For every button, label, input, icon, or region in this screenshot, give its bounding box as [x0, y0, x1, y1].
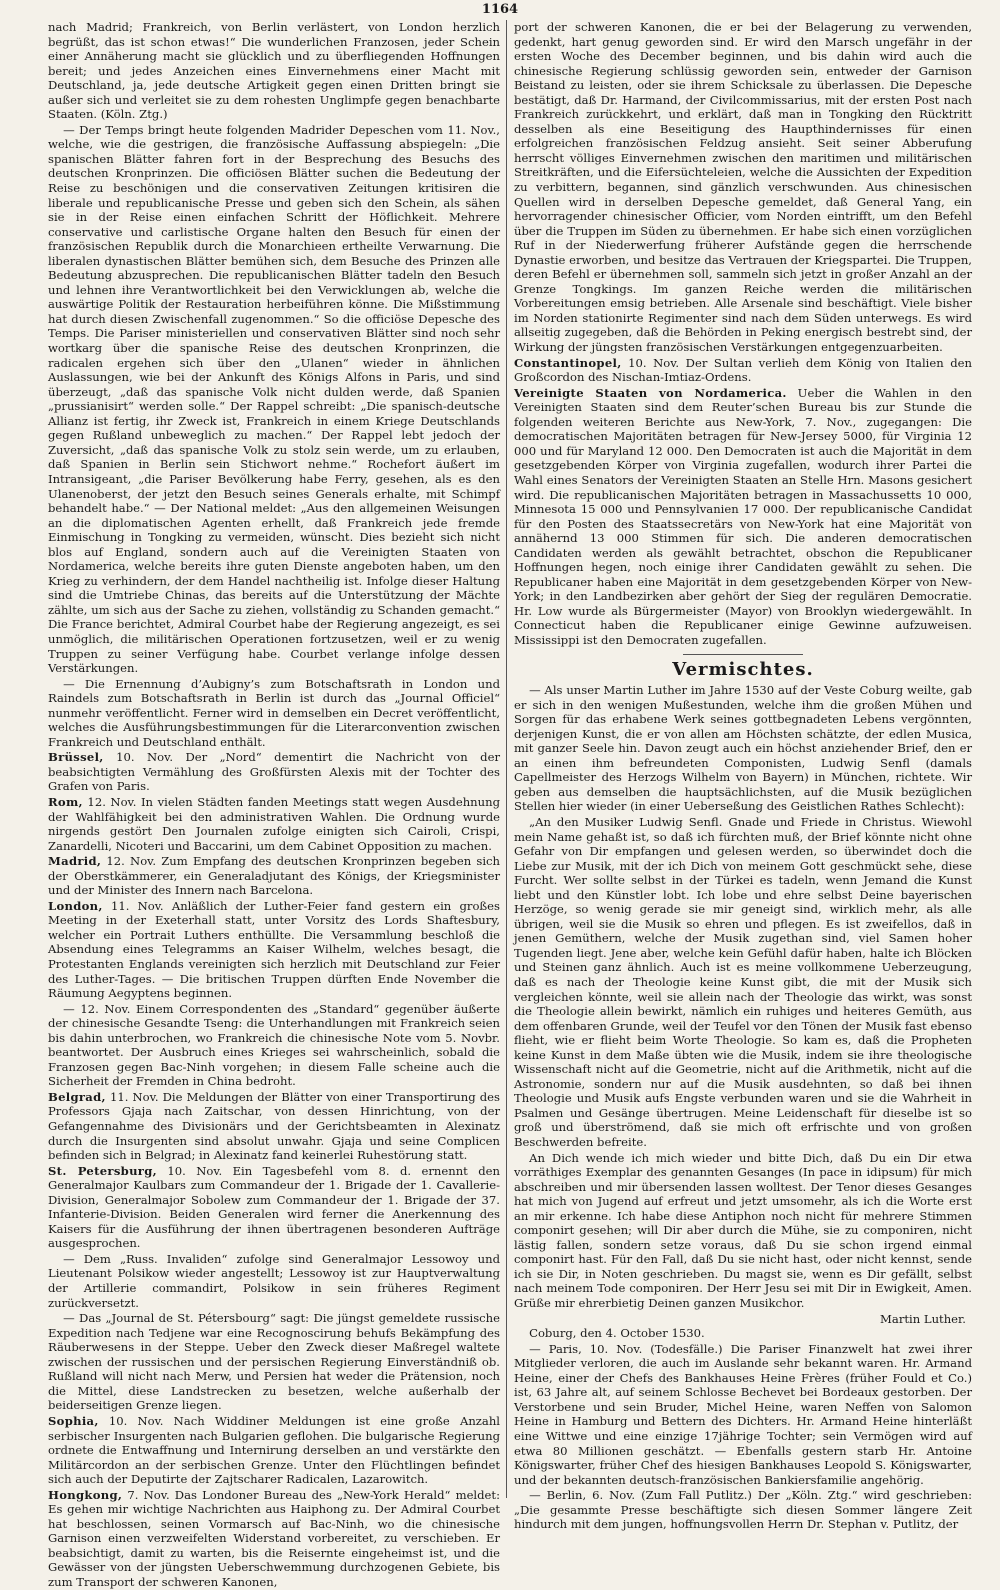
dateline-place: Vereinigte Staaten von Nordamerica. [514, 385, 787, 400]
dateline-place: St. Petersburg, [48, 1163, 157, 1178]
dateline-place: Brüssel, [48, 750, 104, 765]
dateline-place: London, [48, 898, 103, 913]
letter-date: Coburg, den 4. October 1530. [529, 1326, 705, 1341]
news-text: 10. Nov. Ein Tagesbefehl vom 8. d. ernennt den Generalmajor Kaulbars zum Commandeur der 1. Brigade der 1. Cavallerie-Division, Generalmajor Sobolew zum Commandeur der 1. Brigade der 37. Infanterie-Division. Beiden Generalen wird ferner die Anerkennung des Kaisers für die Ausführung der ihnen übertragenen besonderen Aufträge ausgesprochen. [48, 1163, 500, 1251]
news-text: 10. Nov. Nach Widdiner Meldungen ist eine große Anzahl serbischer Insurgenten nach Bulgarien geflohen. Die bulgarische Regierung ordnete die Entwaffnung und Internirung derselben an und verstärkte den Militärcordon an der serbischen Grenze. Unter den Flüchtlingen befindet sich auch der Deputirte der Zajtscharer Radicalen, Lazarowitch. [48, 1413, 500, 1487]
news-item-bruessel [48, 750, 500, 794]
dateline-place: Rom, [48, 794, 83, 809]
news-item-belgrad [48, 1090, 500, 1163]
letter-paragraph: An Dich wende ich mich wieder und bitte Dich, daß Du ein Dir etwa vorräthiges Exemplar des genannten Gesanges (In pace in idipsum) für mich abschreiben und mir übersenden lassen wolltest. Der Tenor dieses Gesanges hat mich von Jugend auf erfreut und jetzt umsomehr, als ich die Worte erst an mir erkenne. Ich habe diese Antiphon noch nicht für mehrere Stimmen componirt gesehen; will Dir aber durch die Mühe, sie zu componiren, nicht lästig fallen, sondern setze voraus, daß Du sie schon irgend einmal componirt hast. Für den Fall, daß Du sie nicht hast, oder nicht kennst, sende ich sie Dir, in Noten geschrieben. Du magst sie, wenn es Dir gefällt, selbst nach meinem Tode componiren. Der Herr Jesu sei mit Dir in Ewigkeit, Amen. Grüße mir ehrerbietig Deinen ganzen Musikchor. [514, 1150, 972, 1311]
letter-paragraph: „An den Musiker Ludwig Senfl. Gnade und Friede in Christus. Wiewohl mein Name gehaßt ist, so daß ich fürchten muß, der Brief könnte nicht ohne Gefahr von Dir empfangen und gelesen werden, so überwindet doch die Liebe zur Musik, mit der ich Dich von meinem Gott geschmückt sehe, diese Furcht. Wer sollte selbst in der Türkei es tadeln, wenn Jemand die Kunst liebt und den Künstler lobt. Ich lobe und ehre selbst Deine bayerischen Herzöge, so wenig gerade sie mir geneigt sind, wirklich mehr, als alle übrigen, weil sie die Musik so ehren und pflegen. Es ist zweifellos, daß in jenen Gemüthern, welche der Musik zugethan sind, viel Samen hoher Tugenden liegt. Jene aber, welche kein Gefühl dafür haben, halte ich Blöcken und Steinen ganz ähnlich. Auch ist es meine vollkommene Ueberzeugung, daß es nach der Theologie keine Kunst gibt, die mit der Musik sich vergleichen könnte, weil sie allein nach der Theologie das wirkt, was sonst die Theologie allein bewirkt, nämlich ein ruhiges und heiteres Gemüth, aus dem offenbaren Grunde, weil der Teufel vor den Tönen der Musik fast ebenso flieht, wie er flieht beim Worte Theologie. So kam es, daß die Propheten keine Kunst in dem Maße übten wie die Musik, indem sie ihre theologische Wissenschaft nicht auf die Geometrie, nicht auf die Arithmetik, nicht auf die Astronomie, sondern nur auf die Musik ausdehnten, so daß bei ihnen Theologie und Musik aufs Engste verbunden waren und sie die Wahrheit in Psalmen und Gesänge übertrugen. Meine Leidenschaft für dieselbe ist so groß und überströmend, daß sie mich oft erfrischte und von großen Beschwerden befreite. [514, 814, 972, 1150]
left-column [48, 20, 500, 1589]
article-paragraph: — Die Ernennung d’Aubigny’s zum Botschaftsrath in London und Raindels zum Botschaftsrath in Berlin ist durch das „Journal Officiel“ nunmehr veröffentlicht. Ferner wird in demselben ein Decret veröffentlicht, welches die Ausführungsbestimmungen für die Literarconvention zwischen Frankreich und Deutschland enthält. [48, 676, 500, 749]
page-number: 1164 [481, 2, 519, 17]
news-item-usa [514, 386, 972, 648]
news-item-rom [48, 795, 500, 853]
news-text: 12. Nov. Zum Empfang des deutschen Kronprinzen begeben sich der Oberstkämmerer, ein Generaladjutant des Königs, der Kriegsminister und der Minister des Innern nach Barcelona. [48, 854, 500, 898]
article-paragraph: — Paris, 10. Nov. (Todesfälle.) Die Pariser Finanzwelt hat zwei ihrer Mitglieder verloren, die auch im Auslande sehr bekannt waren. Hr. Armand Heine, einer der Chefs des Bankhauses Heine Frères (früher Fould et Co.) ist, 63 Jahre alt, auf seinem Schlosse Bechevet bei Bordeaux gestorben. Der Verstorbene und sein Bruder, Michel Heine, waren Neffen von Salomon Heine in Hamburg und Bettern des Dichters. Hr. Armand Heine hinterläßt eine Wittwe und eine einzige 17jährige Tochter; sein Vermögen wird auf etwa 80 Millionen geschätzt. — Ebenfalls gestern starb Hr. Antoine Königswarter, früher Chef des hiesigen Bankhauses Leopold S. Königswarter, und der bekannten deutsch-französischen Bankiersfamilie angehörig. [514, 1341, 972, 1487]
news-text: 11. Nov. Die Meldungen der Blätter von einer Transportirung des Professors Gjaja nach Zaitschar, von dessen Hinrichtung, von der Gefangennahme des Divisionärs und der Gerichtsbeamten in Alexinatz durch die Insurgenten sind absolut unwahr. Gjaja und seine Complicen befinden sich in Belgrad; in Alexinatz fand keinerlei Ruhestörung statt. [48, 1089, 500, 1163]
news-item-london [48, 899, 500, 1001]
right-column [514, 20, 973, 1532]
news-item-madrid [48, 854, 500, 898]
news-text: 11. Nov. Anläßlich der Luther-Feier fand gestern ein großes Meeting in der Exeterhall statt, unter Vorsitz des Lords Shaftesbury, welcher ein Portrait Luthers enthüllte. Die Versammlung beschloß die Absendung eines Telegramms an Kaiser Wilhelm, welches besagt, die Protestanten Englands vereinigten sich herzlich mit Deutschland zur Feier des Luther-Tages. — Die britischen Truppen dürften Ende November die Räumung Aegyptens beginnen. [48, 898, 500, 1001]
news-text: Ueber die Wahlen in den Vereinigten Staaten sind dem Reuter’schen Bureau bis zur Stunde die folgenden weiteren Berichte aus New-York, 7. Nov., zugegangen: Die democratischen Majoritäten betragen für New-Jersey 5000, für Virginia 12 000 und für Maryland 12 000. Den Democraten ist auch die Majorität in dem gesetzgebenden Körper von Virginia zugefallen, wodurch ihrer Partei die Wahl eines Senators der Vereinigten Staaten an Stelle Hrn. Masons gesichert wird. Die republicanischen Majoritäten betragen in Massachussetts 10 000, Minnesota 15 000 und Pennsylvanien 17 000. Der republicanische Candidat für den Posten des Staatssecretärs von New-York hat eine Majorität von annähernd 13 000 Stimmen für sich. Die anderen democratischen Candidaten werden als gewählt betrachtet, obschon die Republicaner Hoffnungen hegen, noch einige ihrer Candidaten gewählt zu sehen. Die Republicaner haben eine Majorität in dem gesetzgebenden Körper von New-York; in den Landbezirken aber gehört der Sieg der regulären Democratie. Hr. Low wurde als Bürgermeister (Mayor) von Brooklyn wiedergewählt. In Connecticut haben die Republicaner einige Gewinne aufzuweisen. Mississippi ist den Democraten zugefallen. [514, 385, 973, 647]
news-text: 10. Nov. Der Sultan verlieh dem König von Italien den Großcordon des Nischan-Imtiaz-Ordens. [514, 355, 972, 385]
news-item-konstantinopel [514, 356, 972, 385]
dateline-place: Constantinopel, [514, 355, 622, 370]
news-text: 7. Nov. Das Londoner Bureau des „New-York Herald“ meldet: Es gehen mir wichtige Nachrichten aus Haiphong zu. Der Admiral Courbet hat beschlossen, seinen Vormarsch auf Bac-Ninh, wo die chinesische Garnison einen verzweifelten Widerstand vorbereitet, zu verschieben. Er beabsichtigt, damit zu warten, bis die Reisernte eingeheimst ist, und die Gewässer von der jüngsten Ueberschwemmung durchzogenen Gebiete, bis zum Transport der schweren Kanonen, [48, 1487, 500, 1589]
news-text: 12. Nov. In vielen Städten fanden Meetings statt wegen Ausdehnung der Wahlfähigkeit bei den administrativen Wahlen. Die Ordnung wurde nirgends gestört Den Journalen zufolge einigten sich Cairoli, Crispi, Zanardelli, Nicoteri und Baccarini, um dem Cabinet Opposition zu machen. [48, 794, 500, 853]
article-paragraph: nach Madrid; Frankreich, von Berlin verlästert, von London herzlich begrüßt, das ist schon etwas!“ Die wunderlichen Franzosen, jeder Schein einer Annäherung macht sie glücklich und zu überfliegenden Hoffnungen bereit; und jedes Anzeichen eines Einvernehmens einer Macht mit Deutschland, ja, jede deutsche Artigkeit gegen einen Dritten bringt sie außer sich und verleitet sie zu dem rohesten Unglimpfe gegen benachbarte Staaten. (Köln. Ztg.) [48, 20, 500, 122]
article-paragraph: — 12. Nov. Einem Correspondenten des „Standard“ gegenüber äußerte der chinesische Gesandte Tseng: die Unterhandlungen mit Frankreich seien bis dahin unterbrochen, wo Frankreich die chinesische Note vom 5. Novbr. beantwortet. Der Ausbruch eines Krieges sei wahrscheinlich, sobald die Franzosen gegen Bac-Ninh vorgehen; in diesem Falle scheine auch die Sicherheit der Fremden in China bedroht. [48, 1001, 500, 1089]
news-item-sophia [48, 1414, 500, 1487]
news-text: 10. Nov. Der „Nord“ dementirt die Nachricht von der beabsichtigten Vermählung des Großfürsten Alexis mit der Tochter des Grafen von Paris. [48, 750, 500, 794]
dateline-place: Hongkong, [48, 1487, 123, 1502]
article-paragraph: — Der Temps bringt heute folgenden Madrider Depeschen vom 11. Nov., welche, wie die gestrigen, die französische Auffassung abspiegeln: „Die spanischen Blätter fahren fort in der Besprechung des Besuchs des deutschen Kronprinzen. Die officiösen Blätter suchen die Bedeutung der Reise zu beschönigen und die conservativen Zeitungen kritisiren die liberale und republicanische Presse und geben sich den Schein, als sähen sie in der Reise einen einfachen Schritt der Höflichkeit. Mehrere conservative und carlistische Organe halten den Besuch für einen der französischen Republik durch die Monarchieen ertheilte Verwarnung. Die liberalen dynastischen Blätter bemühen sich, dem Besuche des Prinzen alle Bedeutung abzusprechen. Die republicanischen Blätter tadeln den Besuch und lehnen ihre Verantwortlichkeit bei den Verwicklungen ab, welche die auswärtige Politik der Restauration herbeiführen könne. Die Mißstimmung hat durch diesen Zwischenfall zugenommen.“ So die officiöse Depesche des Temps. Die Pariser ministeriellen und conservativen Blätter sind noch sehr wortkarg über die spanische Reise des deutschen Kronprinzen, die radicalen ergehen sich über den „Ulanen“ wieder in ähnlichen Auslassungen, wie bei der Ankunft des Königs Alfons in Paris, und sind überzeugt, „daß das spanische Volk nicht dulden werde, daß Spanien „prussianisirt“ werden solle.“ Der Rappel schreibt: „Die spanisch-deutsche Allianz ist fertig, ihr Zweck ist, Frankreich in einem Kriege Deutschlands gegen Rußland unbeweglich zu machen.“ Der Rappel lebt jedoch der Zuversicht, „daß das spanische Volk zu stolz sein werde, um zu erlauben, daß Spanien in Berlin sein Stichwort nehme.“ Rochefort äußert im Intransigeant, „die Pariser Bevölkerung habe Ferry, gesehen, als es den Ulanenoberst, der jetzt den Besuch seines Generals erhalte, mit Schimpf behandelt habe.“ — Der National meldet: „Aus den allgemeinen Weisungen an die diplomatischen Agenten erhellt, daß Frankreich jede fremde Einmischung in Tongking zu vermeiden, wünscht. Dies bezieht sich nicht blos auf England, sondern auch auf die Vereinigten Staaten von Nordamerica, welche bereits ihre guten Dienste angeboten haben, um den Krieg zu verhindern, der dem Handel nachtheilig ist. Infolge dieser Haltung sind die Umtriebe Chinas, das bereits auf die Unterstützung der Mächte zählte, um sich aus der Sache zu ziehen, vollständig zu Schanden gemacht.“ Die France berichtet, Admiral Courbet habe der Regierung angezeigt, es sei unmöglich, die militärischen Operationen fortzusetzen, weil er zu wenig Truppen zu seiner Verfügung habe. Courbet verlange infolge dessen Verstärkungen. [48, 122, 500, 676]
news-item-petersburg [48, 1164, 500, 1251]
dateline-place: Madrid, [48, 854, 102, 869]
article-paragraph: — Als unser Martin Luther im Jahre 1530 auf der Veste Coburg weilte, gab er sich in den wenigen Mußestunden, welche ihm die großen Mühen und Sorgen für das erhabene Werk seines gottbegnadeten Lebens vergönnten, derjenigen Kunst, die er von allen am Höchsten schätzte, der edlen Musica, mit ganzer Seele hin. Davon zeugt auch ein höchst anziehender Brief, den er an einen ihm befreundeten Componisten, Ludwig Senfl (damals Capellmeister des Herzogs Wilhelm von Bayern) in München, richtete. Wir geben aus demselben die hauptsächlichsten, auf die Musik bezüglichen Stellen hier wieder (in einer Ueberseßung des Geistlichen Rathes Schlecht): [514, 683, 972, 814]
section-title: Vermischtes. [672, 658, 814, 680]
column-divider [506, 20, 507, 1498]
dateline-place: Belgrad, [48, 1089, 106, 1104]
letter-signature: Martin Luther. [880, 1311, 966, 1326]
article-paragraph: — Dem „Russ. Invaliden“ zufolge sind Generalmajor Lessowoy und Lieutenant Polsikow wieder angestellt; Lessowoy ist zur Hauptverwaltung der Artillerie commandirt, Polsikow in sein früheres Regiment zurückversetzt. [48, 1251, 500, 1310]
article-paragraph: — Berlin, 6. Nov. (Zum Fall Putlitz.) Der „Köln. Ztg.“ wird geschrieben: „Die gesammte Presse beschäftigte sich diesen Sommer längere Zeit hindurch mit dem jungen, hoffnungsvollen Herrn Dr. Stephan v. Putlitz, der [514, 1488, 972, 1532]
dateline-place: Sophia, [48, 1413, 99, 1428]
section-divider [683, 654, 803, 655]
article-paragraph: — Das „Journal de St. Pétersbourg“ sagt: Die jüngst gemeldete russische Expedition nach Tedjene war eine Recognoscirung behufs Bekämpfung des Räuberwesens in der Steppe. Ueber den Zweck dieser Maßregel waltete zwischen der russischen und der persischen Regierung Einverständniß ob. Rußland will nicht nach Merw, und Persien hat weder die Prätension, noch die Mittel, diese Landstrecken zu besetzen, welche außerhalb der beiderseitigen Grenze liegen. [48, 1311, 500, 1413]
article-paragraph: port der schweren Kanonen, die er bei der Belagerung zu verwenden, gedenkt, hart genug geworden sind. Er wird den Marsch ungefähr in der ersten Woche des December beginnen, und bis dahin wird auch die chinesische Regierung schlüssig geworden sein, entweder der Garnison Beistand zu leisten, oder sie ihrem Schicksale zu überlassen. Die Depesche bestätigt, daß Dr. Harmand, der Civilcommissarius, mit der ersten Post nach Frankreich zurückkehrt, und erklärt, daß man in Tongking den Rücktritt desselben als eine Beseitigung des Haupthindernisses für einen erfolgreichen französischen Feldzug ansieht. Seit seiner Abberufung herrscht völliges Einvernehmen zwischen den maritimen und militärischen Streitkräften, und die Eifersüchteleien, welche die Aussichten der Expedition zu verbittern, begannen, sind gänzlich verschwunden. Aus chinesischen Quellen wird in derselben Depesche gemeldet, daß General Yang, ein hervorragender chinesischer Officier, vom Norden eintrifft, um den Befehl über die Truppen im Süden zu übernehmen. Er habe sich einen vorzüglichen Ruf in der Niederwerfung früherer Aufstände gegen die herrschende Dynastie erworben, und besitze das Vertrauen der Kriegspartei. Die Truppen, deren Befehl er übernehmen soll, sammeln sich jetzt in großer Anzahl an der Grenze Tongkings. Im ganzen Reiche werden die militärischen Vorbereitungen emsig betrieben. Alle Arsenale sind beschäftigt. Viele bisher im Norden stationirte Regimenter sind nach dem Süden unterwegs. Es wird allseitig zugegeben, daß die Behörden in Peking energisch bestrebt sind, der Wirkung der jüngsten französischen Verstärkungen entgegenzuarbeiten. [514, 20, 972, 355]
news-item-hongkong [48, 1488, 500, 1590]
